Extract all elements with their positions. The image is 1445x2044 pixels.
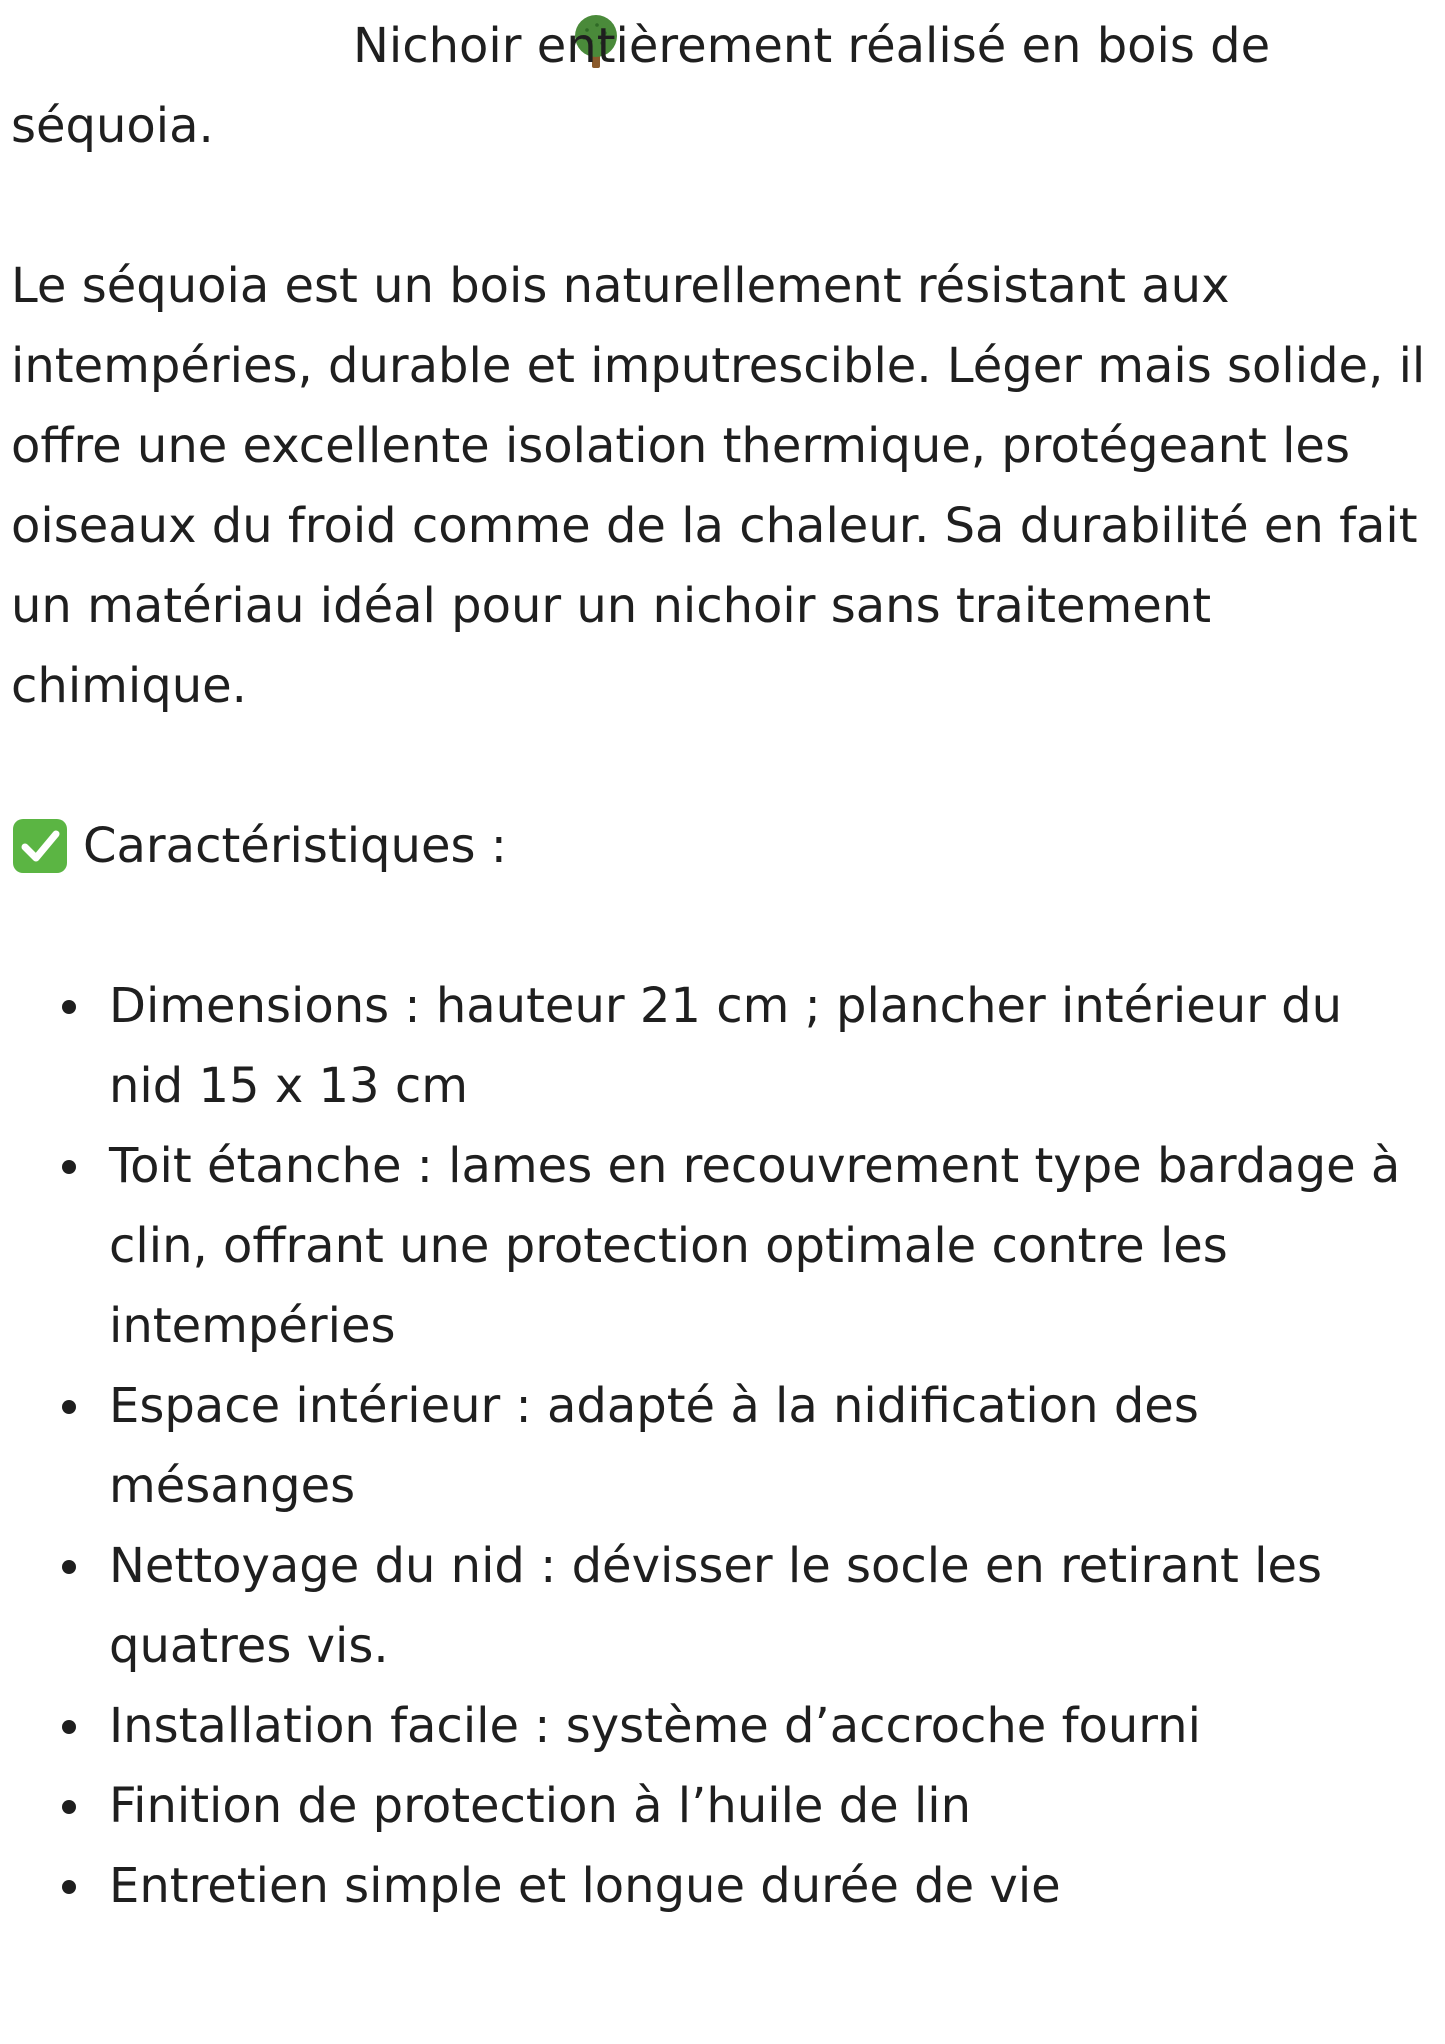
- features-heading: [11, 806, 1431, 886]
- bullet-icon: [62, 1160, 76, 1174]
- bullet-icon: [62, 1000, 76, 1014]
- feature-item-text: Finition de protection à l’huile de lin: [109, 1778, 972, 1834]
- feature-item-finish: [0, 1766, 1429, 1846]
- features-heading-text: Caractéristiques :: [83, 818, 507, 874]
- bullet-icon: [62, 1800, 76, 1814]
- deciduous-tree-icon: [291, 14, 341, 70]
- feature-item-cleaning: [0, 1526, 1429, 1686]
- bullet-icon: [62, 1720, 76, 1734]
- feature-item-dimensions: [0, 966, 1429, 1126]
- features-list: [0, 966, 1440, 1926]
- bullet-icon: [62, 1880, 76, 1894]
- bullet-icon: [62, 1400, 76, 1414]
- bullet-icon: [62, 1560, 76, 1574]
- feature-item-text: Installation facile : système d’accroche fourni: [109, 1698, 1201, 1754]
- feature-item-text: Entretien simple et longue durée de vie: [109, 1858, 1061, 1914]
- feature-item-maintenance: [0, 1846, 1429, 1926]
- feature-item-installation: [0, 1686, 1429, 1766]
- feature-item-text: Espace intérieur : adapté à la nidification des mésanges: [109, 1378, 1199, 1514]
- feature-item-text: Nettoyage du nid : dévisser le socle en retirant les quatres vis.: [109, 1538, 1322, 1674]
- feature-item-roof: [0, 1126, 1429, 1366]
- intro-text: Nichoir entièrement réalisé en bois de séquoia.: [11, 18, 1271, 154]
- check-mark-button-icon: [11, 817, 69, 875]
- feature-item-text: Dimensions : hauteur 21 cm ; plancher intérieur du nid 15 x 13 cm: [109, 978, 1343, 1114]
- description-paragraph: Le séquoia est un bois naturellement résistant aux intempéries, durable et imputrescible. Léger mais solide, il offre une excellente isolation thermique, protégeant les oiseaux du froid comme de la chaleur. Sa durabilité en fait un matériau idéal pour un nichoir sans traitement chimique.: [11, 258, 1426, 714]
- feature-item-interior: [0, 1366, 1429, 1526]
- intro-paragraph: [11, 6, 1431, 166]
- feature-item-text: Toit étanche : lames en recouvrement type bardage à clin, offrant une protection optimale contre les intempéries: [109, 1138, 1401, 1354]
